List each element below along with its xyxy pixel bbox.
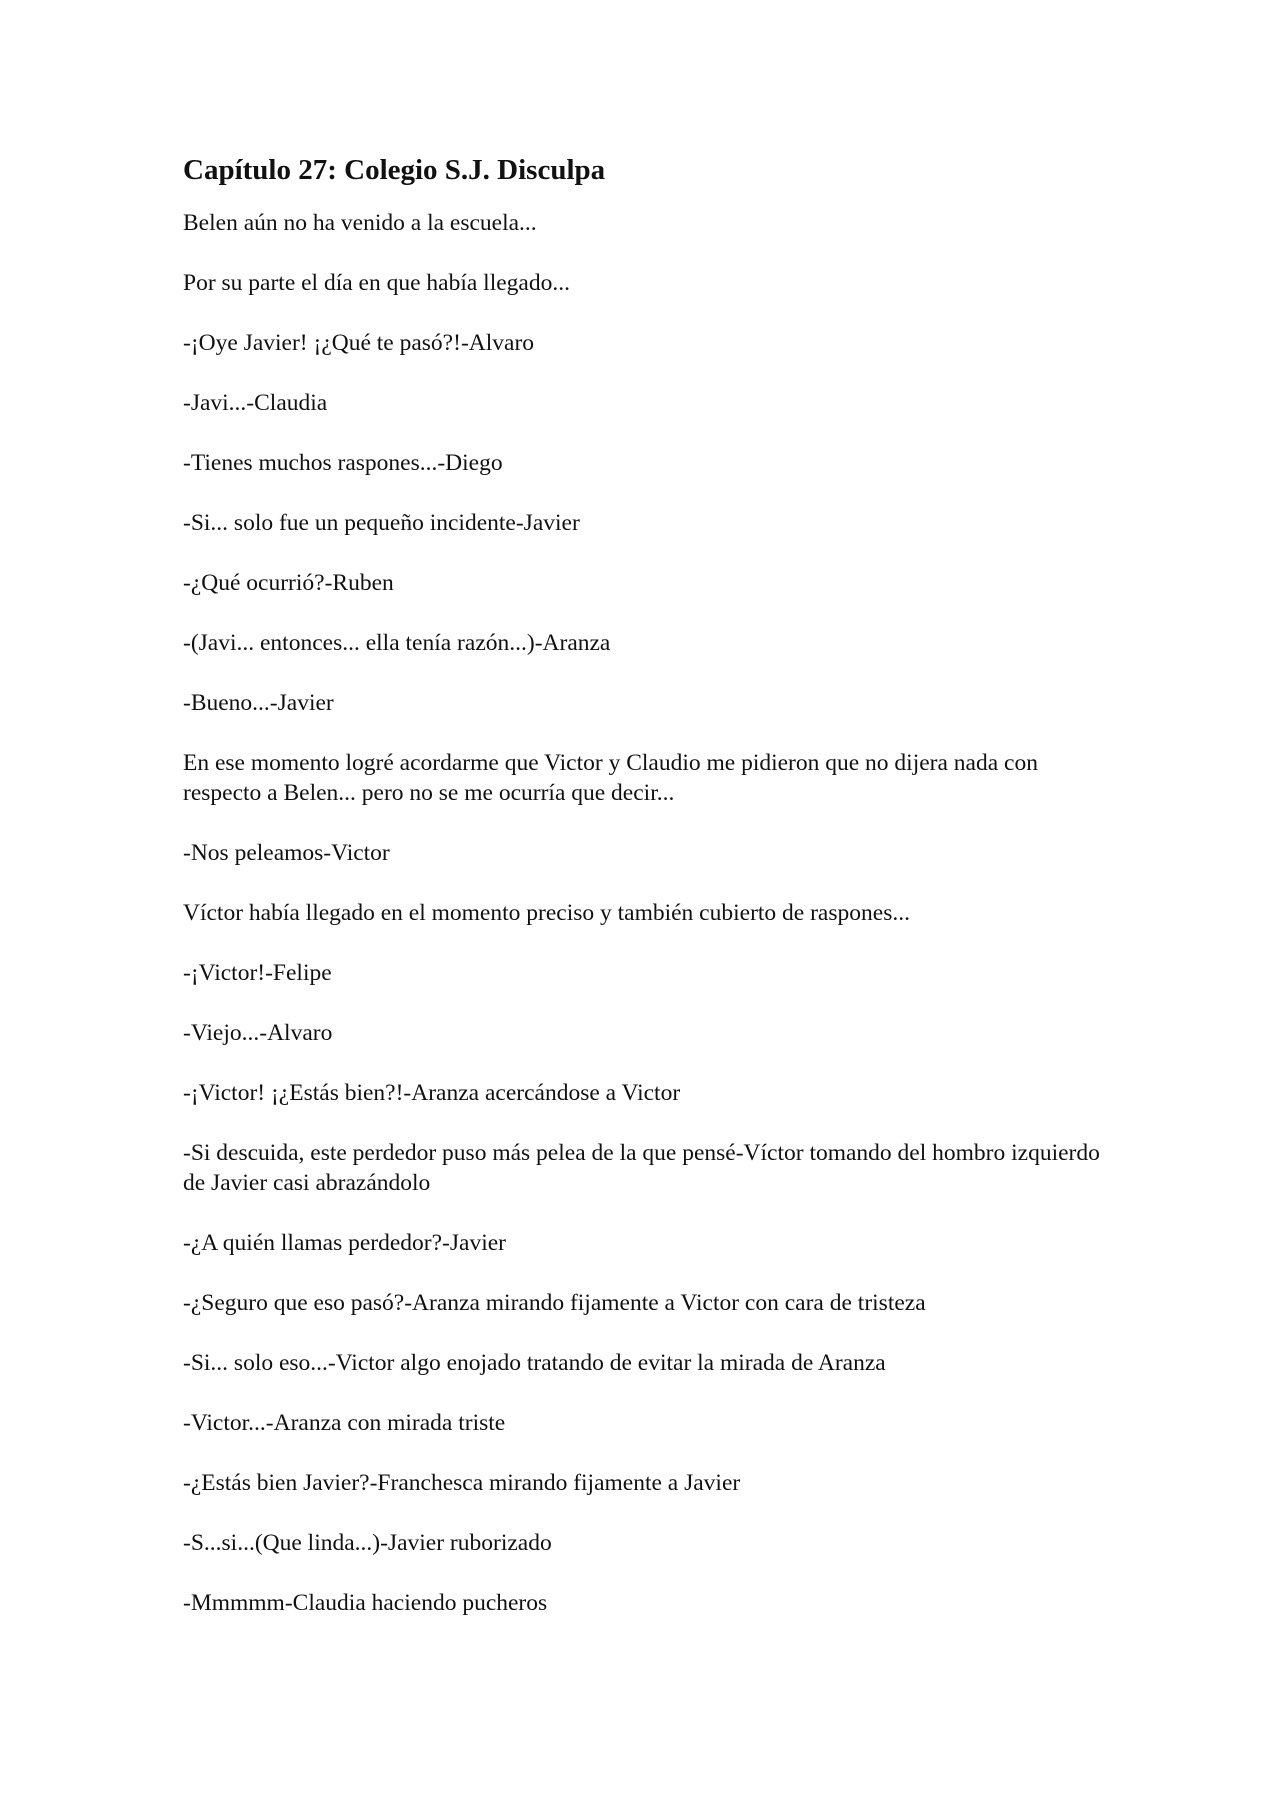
paragraph: En ese momento logré acordarme que Victor y Claudio me pidieron que no dijera nada con respecto a Belen... pero no se me ocurría que decir... [183,750,1038,806]
dialogue-line: -Nos peleamos-Victor [183,840,390,866]
paragraph: Belen aún no ha venido a la escuela... [183,210,537,236]
chapter-title: Capítulo 27: Colegio S.J. Disculpa [183,154,606,186]
dialogue-line: -Si... solo eso...-Victor algo enojado tratando de evitar la mirada de Aranza [183,1350,886,1376]
dialogue-line: -Mmmmm-Claudia haciendo pucheros [183,1590,548,1616]
dialogue-line: -¿Qué ocurrió?-Ruben [183,570,394,596]
dialogue-line: -Tienes muchos raspones...-Diego [183,450,503,476]
dialogue-line: -Si descuida, este perdedor puso más pelea de la que pensé-Víctor tomando del hombro izquierdo de Javier casi abrazándolo [183,1140,1100,1196]
dialogue-line: -¿Estás bien Javier?-Franchesca mirando fijamente a Javier [183,1470,741,1496]
dialogue-line: -Javi...-Claudia [183,390,328,416]
dialogue-line: -¿Seguro que eso pasó?-Aranza mirando fijamente a Victor con cara de tristeza [183,1290,926,1316]
dialogue-line: -Bueno...-Javier [183,690,334,716]
dialogue-line: -Victor...-Aranza con mirada triste [183,1410,506,1436]
dialogue-line: -¡Victor!-Felipe [183,960,332,986]
document-body [183,152,1103,1648]
dialogue-line: -¡Oye Javier! ¡¿Qué te pasó?!-Alvaro [183,330,535,356]
dialogue-line: -(Javi... entonces... ella tenía razón...)-Aranza [183,630,611,656]
paragraph: Por su parte el día en que había llegado... [183,270,570,296]
paragraph: Víctor había llegado en el momento preciso y también cubierto de raspones... [183,900,910,926]
dialogue-line: -S...si...(Que linda...)-Javier ruborizado [183,1530,552,1556]
dialogue-line: -¿A quién llamas perdedor?-Javier [183,1230,506,1256]
dialogue-line: -Viejo...-Alvaro [183,1020,333,1046]
dialogue-line: -¡Victor! ¡¿Estás bien?!-Aranza acercándose a Victor [183,1080,681,1106]
dialogue-line: -Si... solo fue un pequeño incidente-Javier [183,510,580,536]
